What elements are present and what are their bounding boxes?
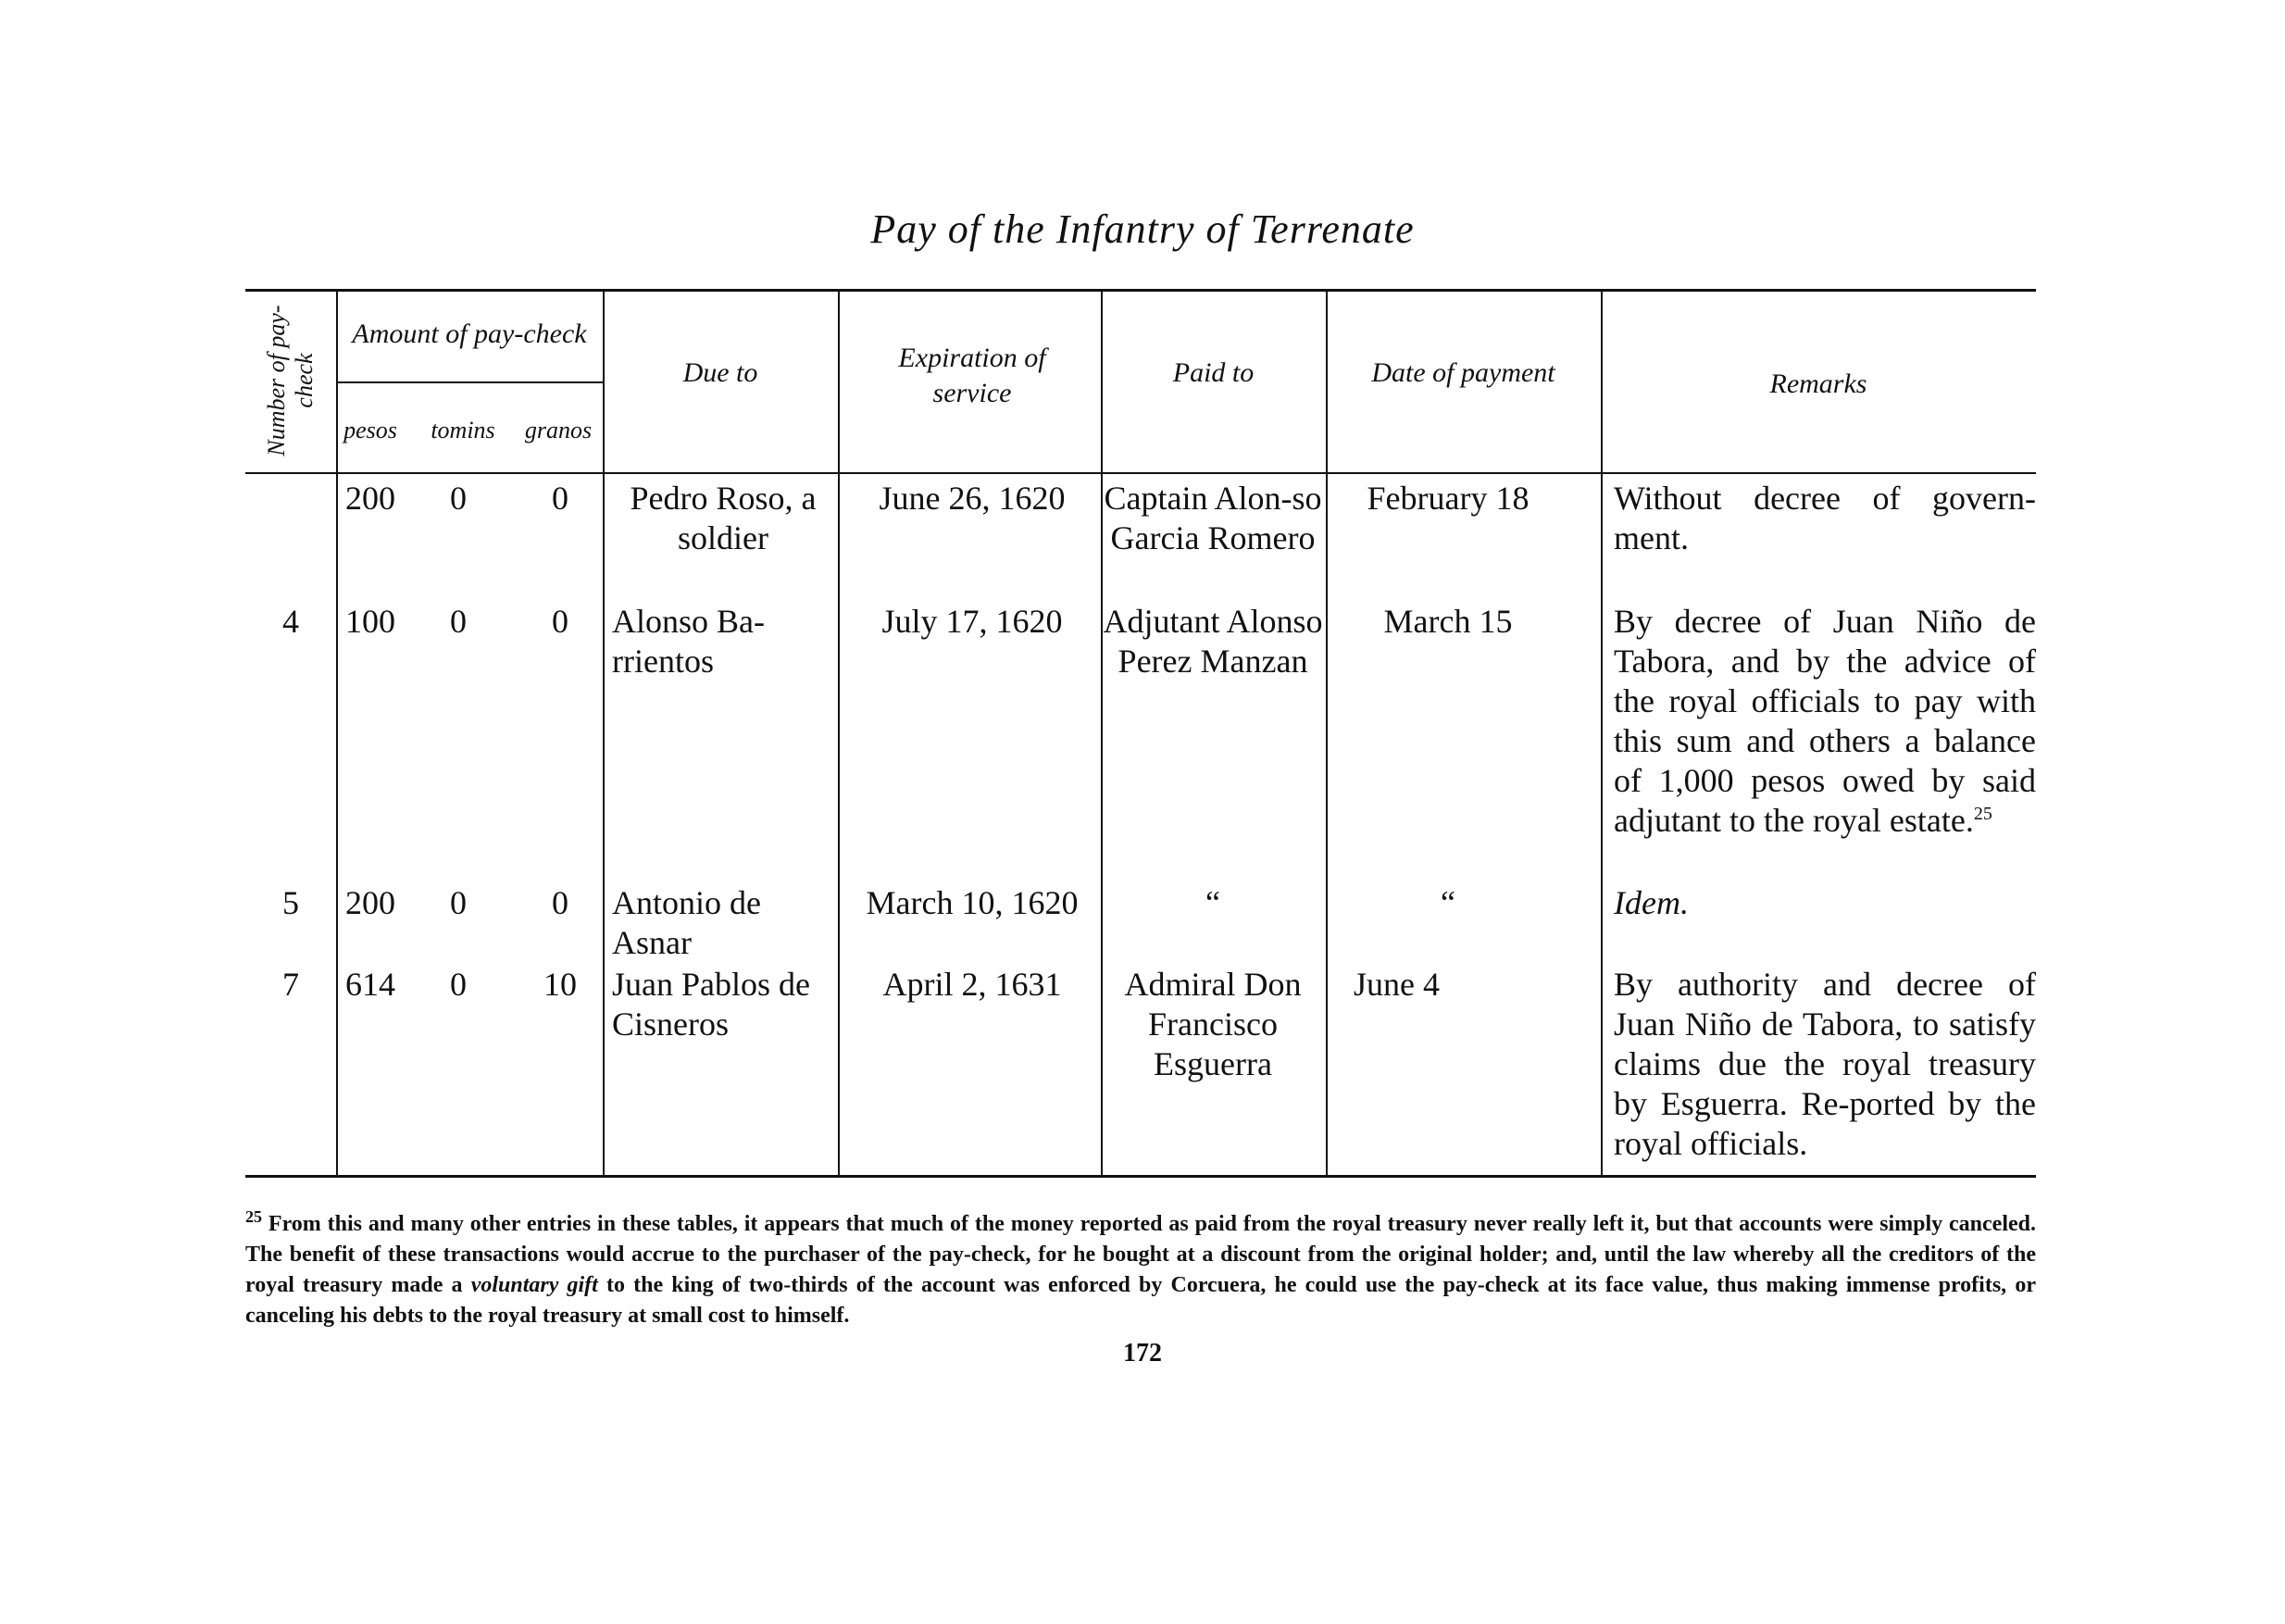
header-amount: Amount of pay-check [352,319,587,349]
footnote-reference: 25 [1973,804,1992,824]
cell-remarks [1614,602,2036,841]
header-number-cell [245,289,336,472]
pay-table [245,289,2036,1178]
header-number: Number of pay-check [263,305,318,456]
cell-expiration: April 2, 1631 [882,966,1062,1003]
page-title: Pay of the Infantry of Terrenate [870,206,1415,252]
cell-remarks: Without decree of govern-ment. [1614,480,2036,556]
cell-due-to: Alonso Ba-rrientos [612,603,765,680]
table-top-rule [245,289,2036,292]
amount-subheader-rule [336,381,603,383]
header-pesos: pesos [343,417,397,443]
cell-paid-to: Captain Alon-so Garcia Romero [1104,480,1322,556]
remarks-text: By decree of Juan Niño de Tabora, and by the advice of the royal officials to pay with this sum and others a balance of 1,000 pesos owed by said adjutant to the royal estate. [1614,603,2036,839]
cell-due-to: Pedro Roso, a soldier [630,480,817,556]
cell-date-of-payment: “ [1441,884,1455,921]
cell-number: 5 [282,884,299,921]
footnote-text-continued: to the king of two-thirds of the account was enforced by Corcuera, he could use the pay-check at its face value, thus making immense profits, or canceling his debts to the royal treasury at small cost to himself. [245,1273,2036,1328]
cell-granos: 0 [552,884,568,921]
header-remarks: Remarks [1769,369,1867,399]
footnote [245,1202,2036,1331]
column-divider [603,289,605,1175]
cell-pesos: 200 [345,480,395,517]
cell-tomins: 0 [450,966,467,1003]
header-paid-to: Paid to [1172,357,1255,388]
cell-granos: 0 [552,603,568,640]
table-bottom-rule [245,1175,2036,1178]
cell-expiration: March 10, 1620 [866,884,1079,921]
cell-pesos: 614 [345,966,395,1003]
header-granos: granos [524,417,593,443]
cell-due-to: Juan Pablos de Cisneros [612,966,810,1043]
header-date-of-payment: Date of payment [1371,357,1555,388]
cell-granos: 0 [552,480,568,517]
cell-expiration: June 26, 1620 [879,480,1066,517]
header-bottom-rule [245,472,2036,474]
cell-paid-to: Admiral Don Francisco Esguerra [1124,966,1302,1082]
column-divider [838,289,840,1175]
cell-pesos: 100 [345,603,395,640]
footnote-mark: 25 [245,1207,262,1226]
cell-tomins: 0 [450,480,467,517]
cell-remarks: Idem. [1614,884,1689,921]
cell-paid-to: Adjutant Alonso Perez Manzan [1103,603,1323,680]
header-expiration: Expiration of service [898,343,1046,408]
cell-granos: 10 [543,966,577,1003]
cell-expiration: July 17, 1620 [881,603,1063,640]
column-divider [1601,289,1603,1175]
header-tomins: tomins [431,417,495,443]
cell-date-of-payment: March 15 [1383,603,1513,640]
header-due-to: Due to [682,357,758,388]
cell-date-of-payment: June 4 [1354,966,1440,1003]
page-number: 172 [1123,1339,1162,1368]
cell-due-to: Antonio de Asnar [612,884,761,961]
cell-pesos: 200 [345,884,395,921]
footnote-text: From this and many other entries in these tables, it appears that much of the money reported as paid from the royal treasury never really left it, but that accounts were simply canceled. The benefit of these transactions would accrue to the purchaser of the pay-check, for he bought at a discount from the original holder; and, until the law whereby all the creditors of the royal treasury made a [245,1212,2037,1297]
cell-remarks: By authority and decree of Juan Niño de Tabora, to satisfy claims due the royal treasury by Esguerra. Re-ported by the royal officials. [1614,966,2036,1162]
cell-tomins: 0 [450,603,467,640]
cell-date-of-payment: February 18 [1367,480,1530,517]
cell-tomins: 0 [450,884,467,921]
cell-number: 7 [282,966,299,1003]
cell-paid-to: “ [1205,884,1220,921]
cell-number: 4 [282,603,299,640]
footnote-italic-text: voluntary gift [470,1273,598,1297]
column-divider [1326,289,1328,1175]
